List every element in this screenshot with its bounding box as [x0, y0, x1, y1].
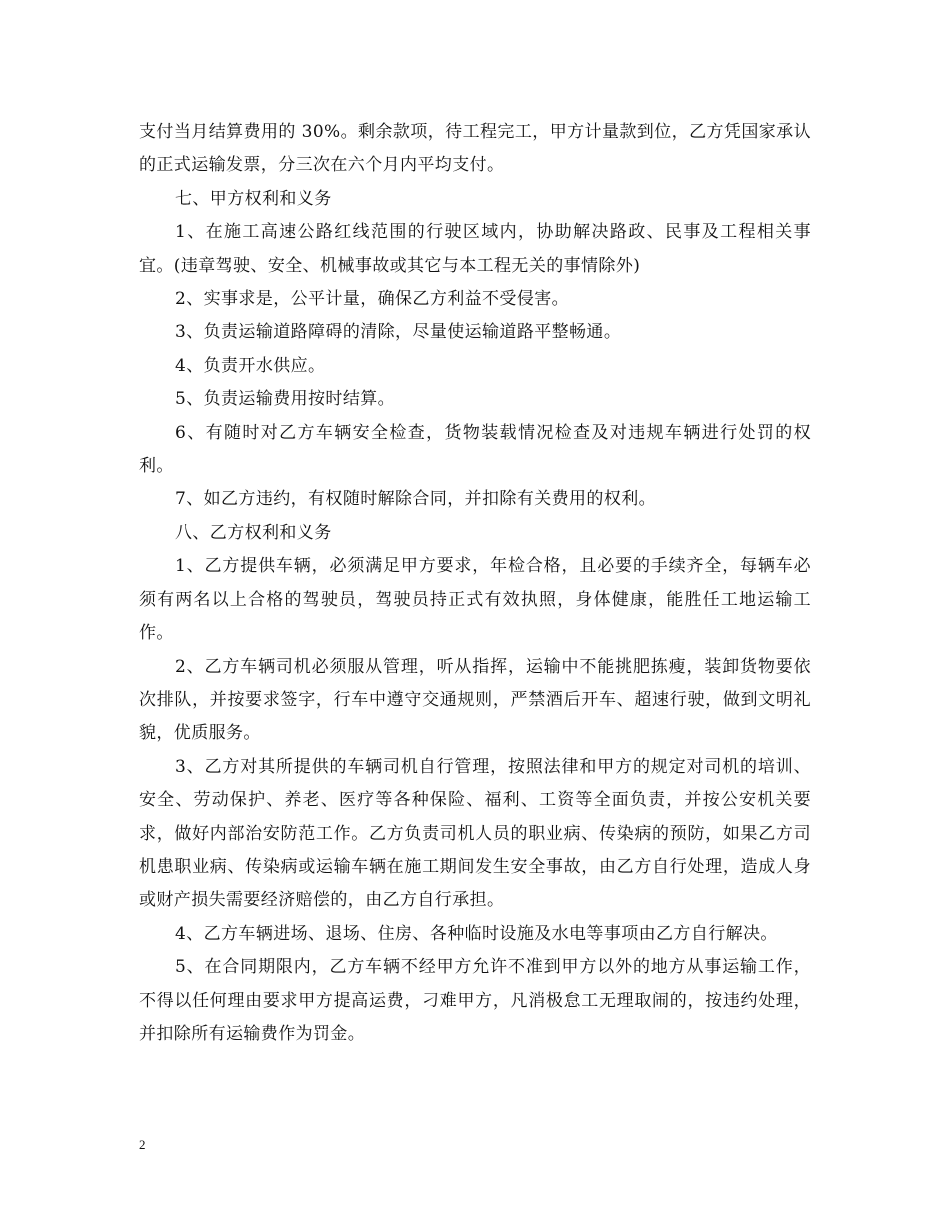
party-b-clause-4: 4、乙方车辆进场、退场、住房、各种临时设施及水电等事项由乙方自行解决。	[175, 923, 778, 944]
section-heading-party-b-rights: 八、乙方权利和义务	[175, 522, 332, 543]
party-a-clause-6: 6、有随时对乙方车辆安全检查，货物装载情况检查及对违规车辆进行处罚的权利。	[139, 422, 811, 477]
party-a-clause-3: 3、负责运输道路障碍的清除，尽量使运输道路平整畅通。	[175, 322, 622, 343]
party-a-clause-2: 2、实事求是，公平计量，确保乙方利益不受侵害。	[175, 289, 570, 310]
party-b-clause-1: 1、乙方提供车辆，必须满足甲方要求，年检合格，且必要的手续齐全，每辆车必须有两名以上合格的驾驶员，驾驶员持正式有效执照，身体健康，能胜任工地运输工作。	[139, 556, 811, 644]
party-a-clause-4: 4、负责开水供应。	[175, 355, 326, 376]
party-b-clause-5: 5、在合同期限内，乙方车辆不经甲方允许不准到甲方以外的地方从事运输工作，不得以任何理由要求甲方提高运费，刁难甲方，凡消极怠工无理取闹的，按违约处理，并扣除所有运输费作为罚金。	[139, 957, 811, 1044]
document-body	[139, 116, 811, 1051]
party-a-clause-7: 7、如乙方违约，有权随时解除合同，并扣除有关费用的权利。	[175, 489, 657, 510]
party-a-clause-5: 5、负责运输费用按时结算。	[175, 389, 396, 410]
party-b-clause-3: 3、乙方对其所提供的车辆司机自行管理，按照法律和甲方的规定对司机的培训、安全、劳动保护、养老、医疗等各种保险、福利、工资等全面负责，并按公安机关要求，做好内部治安防范工作。乙方负责司机人员的职业病、传染病的预防，如果乙方司机患职业病、传染病或运输车辆在施工期间发生安全事故，由乙方自行处理，造成人身或财产损失需要经济赔偿的，由乙方自行承担。	[139, 756, 811, 911]
section-heading-party-a-rights: 七、甲方权利和义务	[175, 188, 332, 209]
page-number: 2	[139, 1137, 146, 1152]
paragraph-continuation: 支付当月结算费用的 30%。剩余款项，待工程完工，甲方计量款到位，乙方凭国家承认的正式运输发票，分三次在六个月内平均支付。	[139, 122, 811, 176]
party-a-clause-1: 1、在施工高速公路红线范围的行驶区域内，协助解决路政、民事及工程相关事宜。(违章驾驶、安全、机械事故或其它与本工程无关的事情除外)	[139, 222, 811, 276]
party-b-clause-2: 2、乙方车辆司机必须服从管理，听从指挥，运输中不能挑肥拣瘦，装卸货物要依次排队，并按要求签字，行车中遵守交通规则，严禁酒后开车、超速行驶，做到文明礼貌，优质服务。	[139, 656, 811, 744]
